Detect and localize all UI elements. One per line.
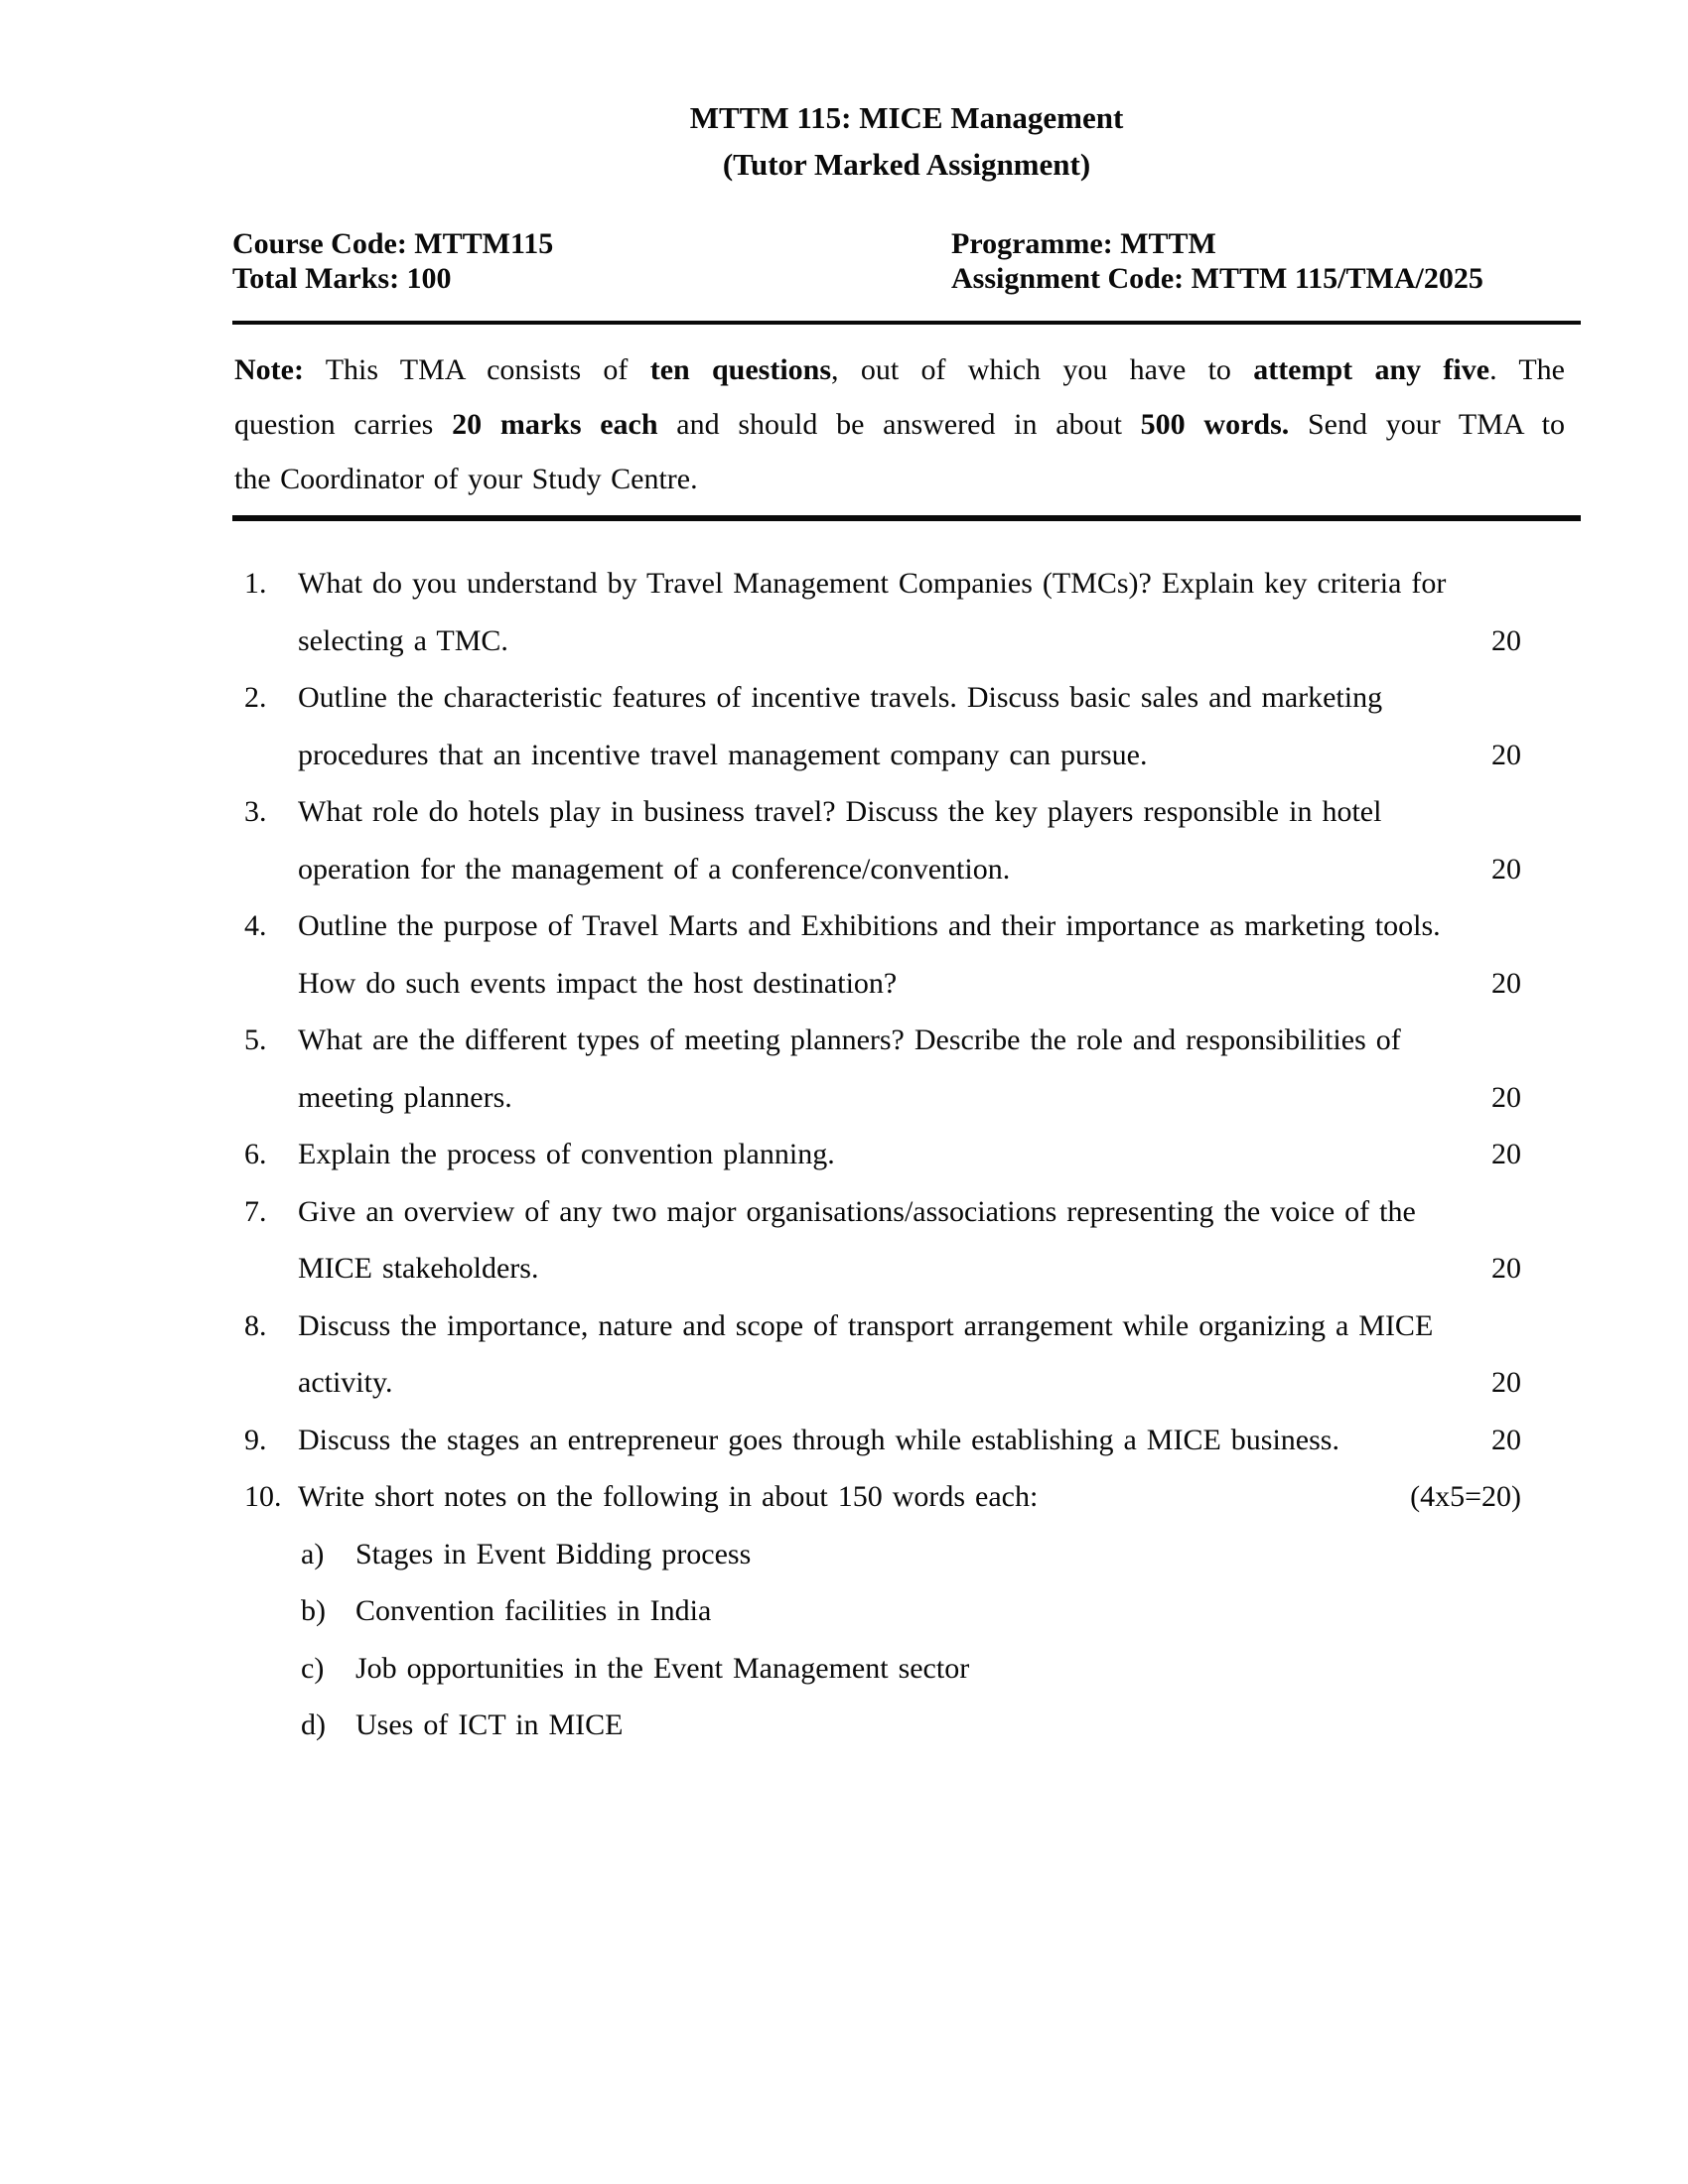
marks-value: (4x5=20) [1410,1480,1521,1513]
note-line [234,397,1565,452]
question-line: meeting planners. [298,1080,512,1114]
question-list [244,555,1549,1754]
question-text [298,1297,1549,1412]
marks-value: 20 [1491,738,1521,771]
page-subtitle: (Tutor Marked Assignment) [722,147,1091,182]
question-number: 2. [244,681,267,714]
note-text: and should be answered in about [657,408,1141,441]
question-line: What role do hotels play in business travel? Discuss the key players responsible in hotel [298,795,1382,828]
question-text [298,1183,1549,1297]
course-header-right [951,226,1483,296]
question-number: 7. [244,1194,267,1228]
marks-value: 20 [1491,1423,1521,1456]
subquestion-item-d [298,1697,1549,1754]
question-number: 9. [244,1423,267,1456]
question-number: 10. [244,1480,282,1513]
question-item-3 [244,783,1549,897]
note-text: the Coordinator of your Study Centre. [234,463,698,495]
question-line: Give an overview of any two major organisations/associations representing the voice of the [298,1194,1416,1228]
question-text [298,555,1549,669]
marks-value: 20 [1491,1080,1521,1114]
question-text [298,1468,1549,1754]
subquestion-letter: b) [301,1594,326,1627]
question-number: 6. [244,1138,267,1170]
horizontal-rule-bottom [232,515,1581,521]
question-line: operation for the management of a conference/convention. [298,852,1011,886]
assignment-code: Assignment Code: MTTM 115/TMA/2025 [951,262,1483,295]
question-number: 1. [244,567,267,600]
subquestion-text: Job opportunities in the Event Management sector [355,1651,970,1685]
subquestion-letter: d) [301,1708,326,1741]
document-title-block [232,94,1581,188]
subquestion-text: Uses of ICT in MICE [355,1708,624,1741]
question-number: 4. [244,909,267,942]
question-item-7 [244,1183,1549,1297]
question-number: 3. [244,795,267,828]
note-paragraph [234,342,1565,506]
subquestion-letter: a) [301,1537,325,1570]
subquestion-text: Convention facilities in India [355,1594,712,1627]
question-line: How do such events impact the host destination? [298,966,898,1000]
question-text [298,897,1549,1012]
question-line: Write short notes on the following in about 150 words each: [298,1480,1039,1513]
course-code: Course Code: MTTM115 [232,227,554,260]
question-line: Outline the characteristic features of incentive travels. Discuss basic sales and marketing [298,681,1383,714]
question-line: What do you understand by Travel Management Companies (TMCs)? Explain key criteria for [298,567,1447,600]
question-line: What are the different types of meeting planners? Describe the role and responsibilities of [298,1024,1401,1056]
question-line: Explain the process of convention planning. [298,1138,835,1170]
question-item-9 [244,1412,1549,1469]
note-text: . The [1489,353,1565,386]
note-text: This TMA consists of [303,353,650,386]
marks-value: 20 [1491,966,1521,1000]
horizontal-rule-top [232,321,1581,325]
question-line: MICE stakeholders. [298,1252,539,1285]
page-title: MTTM 115: MICE Management [689,100,1124,135]
subquestion-text: Stages in Event Bidding process [355,1537,752,1570]
marks-value: 20 [1491,1138,1521,1170]
question-item-4 [244,897,1549,1012]
note-text: 500 words. [1140,408,1290,441]
note-line [234,452,1565,506]
question-item-8 [244,1297,1549,1412]
question-text [298,1012,1549,1126]
question-line: Discuss the stages an entrepreneur goes through while establishing a MICE business. [298,1423,1339,1456]
subquestion-item-a [298,1526,1549,1583]
question-number: 8. [244,1308,267,1342]
subquestion-item-c [298,1640,1549,1698]
note-text: question carries [234,408,453,441]
question-text [298,783,1549,897]
question-text [298,1126,1549,1183]
question-text [298,669,1549,783]
note-text: 20 marks each [452,408,658,441]
question-item-5 [244,1012,1549,1126]
total-marks: Total Marks: 100 [232,262,452,295]
marks-value: 20 [1491,1252,1521,1285]
programme: Programme: MTTM [951,227,1216,260]
note-text: Send your TMA to [1289,408,1566,441]
question-item-2 [244,669,1549,783]
question-line: Discuss the importance, nature and scope of transport arrangement while organizing a MICE [298,1308,1434,1342]
question-item-10 [244,1468,1549,1754]
question-text [298,1412,1549,1469]
subquestion-item-b [298,1582,1549,1640]
note-text: Note: [234,353,304,386]
note-line [234,342,1565,397]
note-text: ten questions [649,353,832,386]
question-line: procedures that an incentive travel management company can pursue. [298,738,1148,771]
note-text: attempt any five [1253,353,1490,386]
question-item-6 [244,1126,1549,1183]
marks-value: 20 [1491,852,1521,886]
question-item-1 [244,555,1549,669]
question-line: activity. [298,1366,393,1399]
question-line: selecting a TMC. [298,623,508,657]
question-number: 5. [244,1024,267,1056]
note-text: , out of which you have to [831,353,1254,386]
course-header-left [232,226,553,296]
question-line: Outline the purpose of Travel Marts and Exhibitions and their importance as marketing tools. [298,909,1441,942]
marks-value: 20 [1491,1366,1521,1399]
subquestion-letter: c) [301,1651,325,1685]
marks-value: 20 [1491,623,1521,657]
